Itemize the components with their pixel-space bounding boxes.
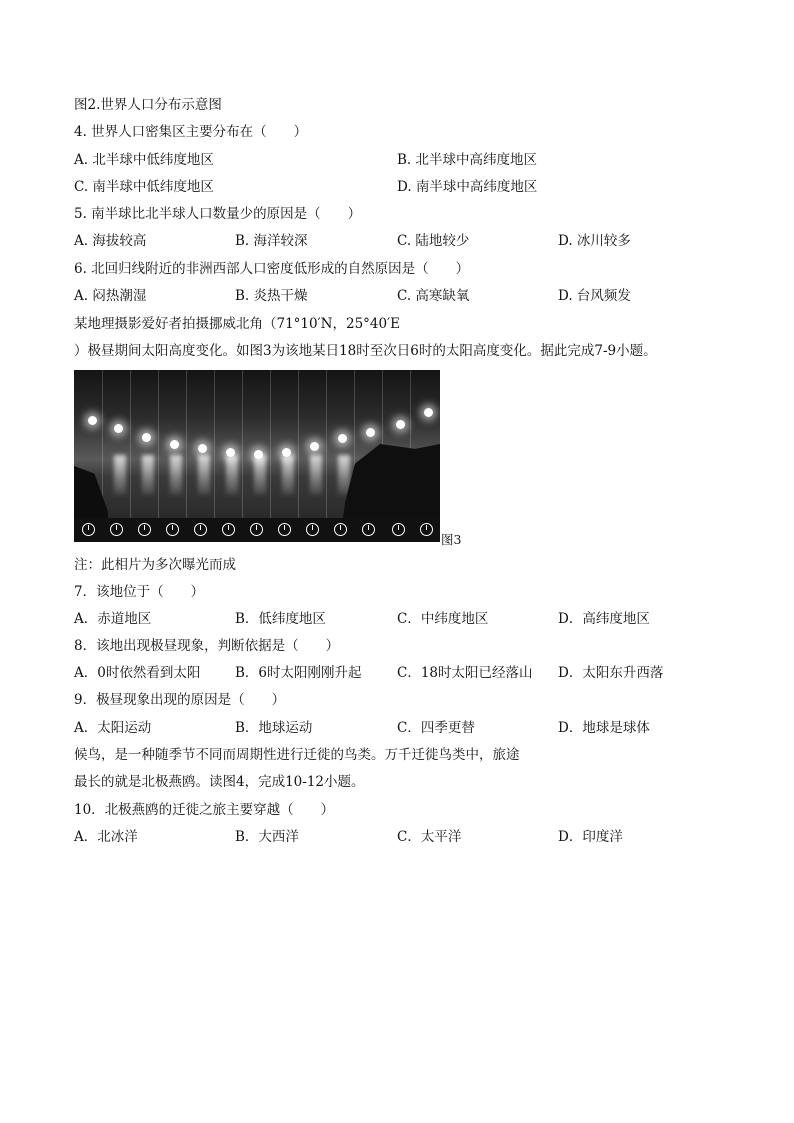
question-8-option-d: D．太阳东升西落 <box>558 665 664 681</box>
question-8-option-b: B．6时太阳刚刚升起 <box>235 665 362 681</box>
clock-icon <box>166 523 179 536</box>
clock-icon <box>222 523 235 536</box>
question-10-option-a: A．北冰洋 <box>74 829 138 845</box>
sun-exposure-12 <box>396 420 405 429</box>
clock-icon <box>420 523 433 536</box>
question-9-option-a: A．太阳运动 <box>74 720 152 736</box>
photo-note: 注：此相片为多次曝光而成 <box>74 557 236 573</box>
question-7-option-d: D．高纬度地区 <box>558 611 650 627</box>
sun-exposure-13 <box>424 408 433 417</box>
question-4-option-a: A. 北半球中低纬度地区 <box>74 152 214 168</box>
question-6-option-c: C. 高寒缺氧 <box>397 288 470 304</box>
question-7-option-b: B．低纬度地区 <box>235 611 326 627</box>
clock-icon <box>110 523 123 536</box>
sun-exposure-4 <box>170 440 179 449</box>
question-9-option-d: D．地球是球体 <box>558 720 650 736</box>
question-5-stem: 5. 南半球比北半球人口数量少的原因是（ ） <box>74 206 362 222</box>
question-4-option-b: B. 北半球中高纬度地区 <box>397 152 538 168</box>
fig2-caption: 图2.世界人口分布示意图 <box>74 97 222 113</box>
question-10-stem: 10．北极燕鸥的迁徙之旅主要穿越（ ） <box>74 802 335 818</box>
question-6-stem: 6. 北回归线附近的非洲西部人口密度低形成的自然原因是（ ） <box>74 261 470 277</box>
sun-exposure-3 <box>142 433 151 442</box>
sun-exposure-1 <box>88 416 97 425</box>
question-7-option-a: A．赤道地区 <box>74 611 152 627</box>
question-7-option-c: C．中纬度地区 <box>397 611 489 627</box>
question-6-option-a: A. 闷热潮湿 <box>74 288 147 304</box>
question-4-option-c: C. 南半球中低纬度地区 <box>74 179 214 195</box>
question-4-stem: 4. 世界人口密集区主要分布在（ ） <box>74 124 308 140</box>
clock-icon <box>334 523 347 536</box>
passage-4-line-1: 候鸟，是一种随季节不同而周期性进行迁徙的鸟类。万千迁徙鸟类中，旅途 <box>74 747 520 763</box>
passage-4-line-2: 最长的就是北极燕鸥。读图4，完成10-12小题。 <box>74 774 365 790</box>
sun-exposure-5 <box>198 444 207 453</box>
fig3-photo <box>74 370 440 542</box>
question-5-option-d: D. 冰川较多 <box>558 233 631 249</box>
sun-exposure-2 <box>114 424 123 433</box>
clock-icon <box>82 523 95 536</box>
question-4-option-d: D. 南半球中高纬度地区 <box>397 179 538 195</box>
sun-exposure-11 <box>366 428 375 437</box>
question-9-option-c: C．四季更替 <box>397 720 475 736</box>
question-5-option-c: C. 陆地较少 <box>397 233 470 249</box>
question-9-stem: 9．极昼现象出现的原因是（ ） <box>74 692 286 708</box>
clock-icon <box>194 523 207 536</box>
question-10-option-c: C．太平洋 <box>397 829 462 845</box>
question-5-option-b: B. 海洋较深 <box>235 233 308 249</box>
question-6-option-d: D. 台风频发 <box>558 288 631 304</box>
question-10-option-d: D．印度洋 <box>558 829 623 845</box>
question-10-option-b: B．大西洋 <box>235 829 299 845</box>
question-8-stem: 8．该地出现极昼现象，判断依据是（ ） <box>74 638 340 654</box>
clock-icon <box>362 523 375 536</box>
clock-icon <box>278 523 291 536</box>
question-8-option-c: C．18时太阳已经落山 <box>397 665 533 681</box>
fig3-label: 图3 <box>441 532 462 547</box>
passage-3-line-2: ）极昼期间太阳高度变化。如图3为该地某日18时至次日6时的太阳高度变化。据此完成7-9小题。 <box>74 343 657 359</box>
question-7-stem: 7．该地位于（ ） <box>74 584 205 600</box>
clock-icon <box>392 523 405 536</box>
question-6-option-b: B. 炎热干燥 <box>235 288 308 304</box>
clock-icon <box>306 523 319 536</box>
passage-3-line-1: 某地理摄影爱好者拍摄挪威北角（71°10′N，25°40′E <box>74 316 401 332</box>
question-5-option-a: A. 海拔较高 <box>74 233 147 249</box>
sun-exposure-10 <box>338 434 347 443</box>
question-9-option-b: B．地球运动 <box>235 720 313 736</box>
clock-icon <box>138 523 151 536</box>
question-8-option-a: A．0时依然看到太阳 <box>74 665 201 681</box>
clock-icon <box>250 523 263 536</box>
sun-exposure-9 <box>310 442 319 451</box>
